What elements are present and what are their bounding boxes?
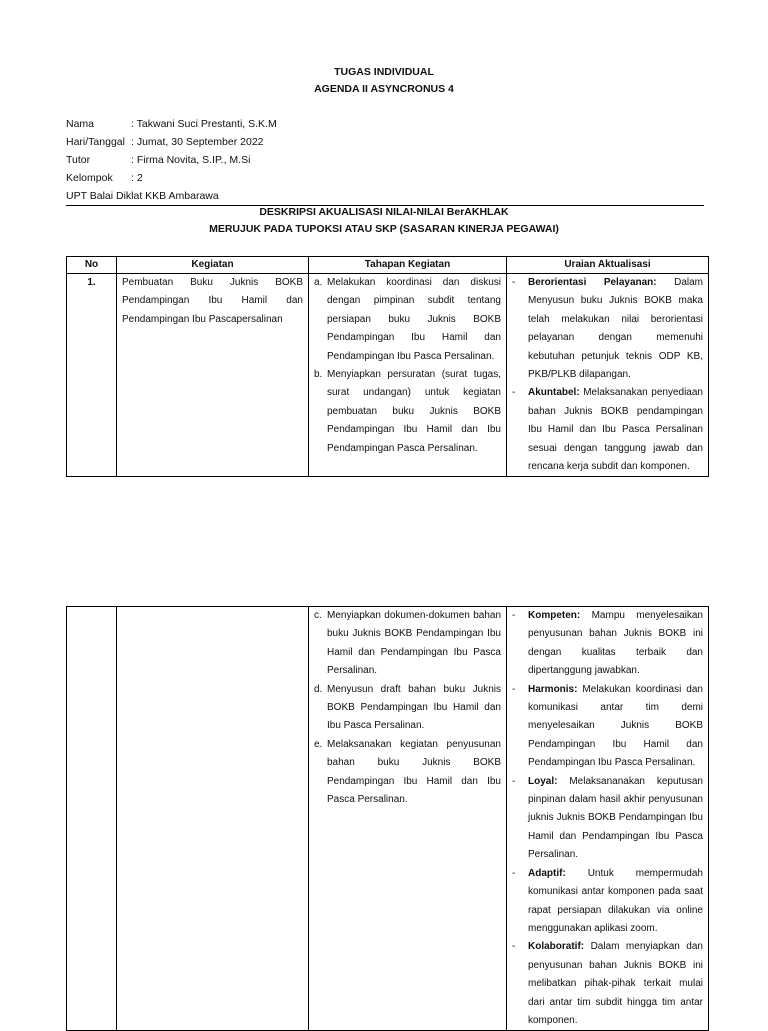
table-row: [67, 607, 709, 1031]
list-item: - Harmonis: Melakukan koordinasi dan komunikasi antar tim demi menyelesaikan Juknis BOKB Pendampingan Ibu Hamil dan Pendampingan Ibu Pasca Persalinan.: [512, 683, 703, 769]
kegiatan-cell-empty: [117, 607, 309, 1031]
meta-label: Hari/Tanggal: [66, 136, 125, 148]
meta-label: Nama: [66, 118, 95, 130]
meta-value: : Takwani Suci Prestanti, S.K.M: [131, 118, 277, 130]
meta-value: : 2: [131, 172, 143, 184]
table-header-row: [67, 257, 709, 274]
header-kegiatan: Kegiatan: [117, 257, 309, 274]
row-number: 1.: [67, 274, 117, 477]
aktualisasi-table: [66, 256, 709, 477]
uraian-cell: [507, 274, 709, 477]
section-title: DESKRIPSI AKUALISASI NILAI-NILAI BerAKHLAK: [259, 206, 509, 218]
list-item: d. Menyusun draft bahan buku Juknis BOKB Pendampingan Ibu Hamil dan Ibu Pasca Persalinan.: [314, 683, 501, 732]
document-subtitle: AGENDA II ASYNCRONUS 4: [314, 83, 454, 95]
list-item: - Kompeten: Mampu menyelesaikan penyusunan bahan Juknis BOKB ini dengan kualitas terbaik dan dipertanggung jawabkan.: [512, 610, 703, 677]
tahapan-cell: [309, 607, 507, 1031]
list-item: - Akuntabel: Melaksanakan penyediaan bahan Juknis BOKB pendampingan Ibu Hamil dan Ibu Pasca Persalinan sesuai dengan tanggung jawab dan rencana kerja subdit dan komponen.: [512, 387, 703, 473]
institution-name: UPT Balai Diklat KKB Ambarawa: [66, 190, 219, 202]
table-row: [67, 274, 709, 477]
row-number-empty: [67, 607, 117, 1031]
meta-row-nama: [66, 115, 277, 133]
meta-row-institution: [66, 187, 277, 205]
list-item: a. Melakukan koordinasi dan diskusi dengan pimpinan subdit tentang persiapan buku Juknis BOKB Pendampingan Ibu Hamil dan Pendampingan Ibu Pasca Persalinan.: [314, 277, 501, 362]
meta-row-kelompok: [66, 169, 277, 187]
tahapan-cell: [309, 274, 507, 477]
meta-row-hari-tanggal: [66, 133, 277, 151]
document-title: TUGAS INDIVIDUAL: [334, 66, 434, 78]
aktualisasi-table-continued: [66, 606, 709, 1031]
header-tahapan: Tahapan Kegiatan: [309, 257, 507, 274]
meta-label: Tutor: [66, 154, 91, 166]
list-item: - Berorientasi Pelayanan: Dalam Menyusun buku Juknis BOKB maka telah melakukan nilai berorientasi pelayanan dengan memenuhi kebutuhan petunjuk teknis ODP KB, PKB/PLKB dilapangan.: [512, 277, 703, 381]
meta-value: : Jumat, 30 September 2022: [131, 136, 264, 148]
identity-block: [66, 115, 277, 205]
list-item: b. Menyiapkan persuratan (surat tugas, surat undangan) untuk kegiatan pembuatan buku Juknis BOKB Pendampingan Ibu Hamil dan Ibu Pendampingan Pasca Persalinan.: [314, 369, 501, 454]
meta-label: Kelompok: [66, 172, 113, 184]
uraian-cell: [507, 607, 709, 1031]
meta-value: : Firma Novita, S.IP., M.Si: [131, 154, 251, 166]
list-item: - Loyal: Melaksananakan keputusan pinpinan dalam hasil akhir penyusunan juknis Juknis BOKB Pendampingan Ibu Hamil dan Pendampingan Ibu Pasca Persalinan.: [512, 775, 703, 861]
list-item: e. Melaksanakan kegiatan penyusunan bahan buku Juknis BOKB Pendampingan Ibu Hamil dan Ibu Pasca Persalinan.: [314, 738, 501, 806]
header-uraian: Uraian Aktualisasi: [507, 257, 709, 274]
list-item: - Kolaboratif: Dalam menyiapkan dan penyusunan bahan Juknis BOKB ini melibatkan pihak-pihak terkait mulai dari antar tim subdit hingga tim antar komponen.: [512, 941, 703, 1026]
list-item: - Adaptif: Untuk mempermudah komunikasi antar komponen pada saat rapat persiapan dilakukan via online menggunakan aplikasi zoom.: [512, 867, 703, 934]
kegiatan-cell: Pembuatan Buku Juknis BOKB Pendampingan Ibu Hamil dan Pendampingan Ibu Pascapersalinan: [117, 274, 309, 477]
list-item: c. Menyiapkan dokumen-dokumen bahan buku Juknis BOKB Pendampingan Ibu Hamil dan Pendampingan Ibu Pasca Persalinan.: [314, 610, 501, 677]
meta-row-tutor: [66, 151, 277, 169]
header-no: No: [67, 257, 117, 274]
section-subtitle: MERUJUK PADA TUPOKSI ATAU SKP (SASARAN KINERJA PEGAWAI): [209, 223, 559, 235]
